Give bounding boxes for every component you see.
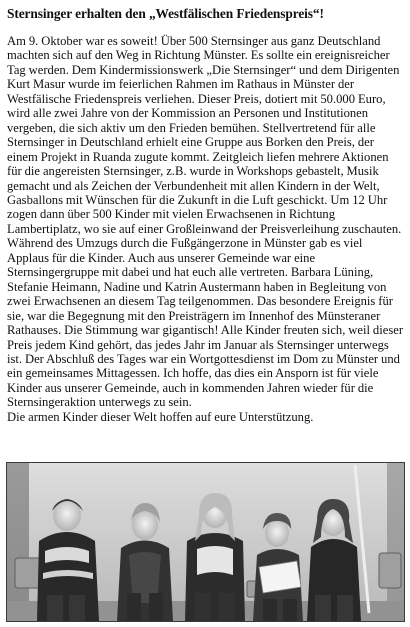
article-closing: Die armen Kinder dieser Welt hoffen auf eure Unterstützung. [7,409,314,424]
article-body: Am 9. Oktober war es soweit! Über 500 Sternsinger aus ganz Deutschland machten sich auf den Weg in Richtung Münster. Es sollte ein ereignisreicher Tag werden. Dem Kindermissionswerk „Die Sternsinger“ und dem Dirigenten Kurt Masur wurde im feierlichen Rahmen im Rathaus in Münster der Westfälische Friedenspreis verliehen. Dieser Preis, dotiert mit 50.000 Euro, wird alle zwei Jahre von der Kommission an Personen und Institutionen vergeben, die sich aktiv um den Frieden bemühen. Stellvertretend für alle Sternsinger in Deutschland erhielt eine Gruppe aus Borken den Preis, der einem Projekt in Ruanda zugute kommt. Zeitgleich liefen mehrere Aktionen für die angereisten Sternsinger, z.B. wurde in Workshops gebastelt, Musik gemacht und als Zeichen der Verbundenheit mit allen Kindern in der Welt, Gasballons mit Wünschen für die Zukunft in die Luft geschickt. Um 12 Uhr zogen dann über 500 Kinder mit vielen Erwachsenen in Richtung Lambertiplatz, wo sie auf einer Großleinwand der Preisverleihung zuschauten. Während des Umzugs durch die Fußgängerzone in Münster gab es viel Applaus für die Kinder. Auch aus unserer Gemeinde war eine Sternsingergruppe mit dabei und hat euch alle vertreten. Barbara Lüning, Stefanie Heimann, Nadine und Katrin Austermann haben in Begleitung von zwei Erwachsenen an diesem Tag teilgenommen. Das besondere Ereignis für sie, war die Begegnung mit den Preisträgern im Innenhof des Münsteraner Rathauses. Die Stimmung war gigantisch! Alle Kinder freuten sich, weil dieser Preis jedem Kind gehört, das jedes Jahr im Januar als Sternsinger unterwegs ist. Der Abschluß des Tages war ein Wortgottesdienst im Dom zu Münster und ein gemeinsames Mittagessen. Ich hoffe, das dies ein Ansporn ist für viele Kinder aus unserer Gemeinde, auch in kommenden Jahren wieder für die Sternsingeraktion unterwegs zu sein. [7,34,404,410]
group-photo [6,462,405,622]
group-photo-drawing [7,463,404,621]
photo-overlay [7,463,404,621]
article-headline: Sternsinger erhalten den „Westfälischen Friedenspreis“! [7,6,324,21]
